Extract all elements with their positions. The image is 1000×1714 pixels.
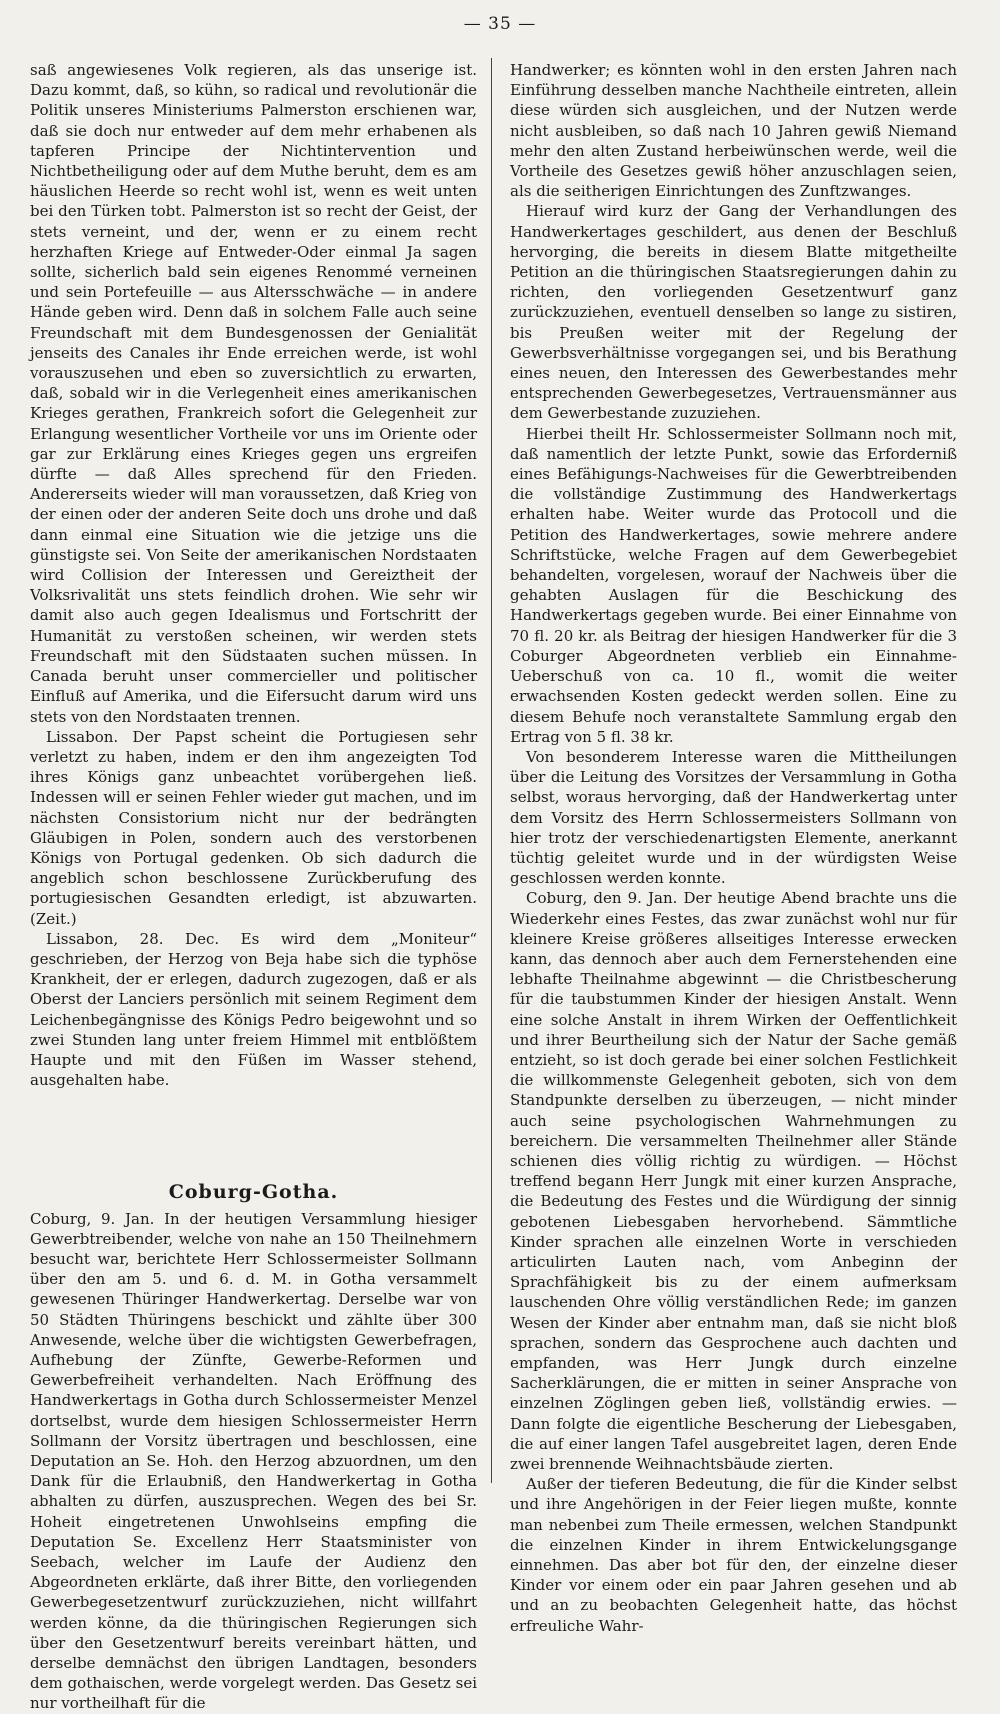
article-paragraph: Außer der tieferen Bedeutung, die für die Kinder selbst und ihre Angehörigen in der Feier liegen mußte, konnte man nebenbei zum Theile ermessen, welchen Standpunkt die einzelnen Kinder in ihrem Entwickelungsgange einnehmen. Das aber bot für den, der einzelne dieser Kinder vor einem oder ein paar Jahren gesehen und ab und an zu beobachten Gelegenheit hatte, das höchst erfreuliche Wahr-: [510, 1475, 957, 1635]
page-number: — 35 —: [463, 14, 537, 34]
column-divider: [491, 58, 492, 1483]
article-paragraph: saß angewiesenes Volk regieren, als das unserige ist. Dazu kommt, daß, so kühn, so radical und revolutionär die Politik unseres Ministeriums Palmerston erschienen war, daß sie doch nur entweder auf dem mehr erhabenen als tapferen Principe der Nichtintervention und Nichtbetheiligung oder auf dem Muthe beruht, dem es am häuslichen Heerde so recht wohl ist, wenn es weit unten bei den Türken tobt. Palmerston ist so recht der Geist, der stets verneint, und der, wenn er zu einem recht herzhaften Kriege auf Entweder-Oder einmal Ja sagen sollte, sicherlich bald sein eigenes Renommé verneinen und sein Portefeuille — aus Altersschwäche — in andere Hände geben wird. Denn daß in solchem Falle auch seine Freundschaft mit dem Bundesgenossen der Genialität jenseits des Canales ihr Ende erreichen werde, ist wohl vorauszusehen und eben so zuversichtlich zu erwarten, daß, sobald wir in die Verlegenheit eines amerikanischen Krieges gerathen, Frankreich sofort die Gelegenheit zur Erlangung wesentlicher Vortheile vor uns im Oriente oder gar zur Erklärung eines Krieges gegen uns ergreifen dürfte — daß Alles sprechend für den Frieden. Andererseits wieder will man voraussetzen, daß Krieg von der einen oder der anderen Seite doch uns drohe und daß dann einmal eine Situation wie die jetzige uns die günstigste sei. Von Seite der amerikanischen Nordstaaten wird Collision der Interessen und Gereiztheit der Volksrivalität uns stets feindlich drohen. Wie sehr wir damit also auch gegen Idealismus und Fortschritt der Humanität zu verstoßen scheinen, wir werden stets Freundschaft mit den Südstaaten suchen müssen. In Canada beruht unser commercieller und politischer Einfluß auf Amerika, und die Eifersucht darum wird uns stets von den Nordstaaten trennen.: [30, 61, 477, 726]
right-column: [510, 60, 957, 1635]
left-column: [30, 60, 477, 1713]
article-paragraph: Coburg, den 9. Jan. Der heutige Abend brachte uns die Wiederkehr eines Festes, das zwar zunächst wohl nur für kleinere Kreise größeres allseitiges Interesse erwecken kann, das dennoch aber auch dem Fernerstehenden eine lebhafte Theilnahme abgewinnt — die Christbescherung für die taubstummen Kinder der hiesigen Anstalt. Wenn eine solche Anstalt in ihrem Wirken der Oeffentlichkeit und ihrer Beurtheilung sich der Natur der Sache gemäß entzieht, so ist doch gerade bei einer solchen Festlichkeit die willkommenste Gelegenheit geboten, sich von dem Standpunkte derselben zu überzeugen, — nicht minder auch seine psychologischen Wahrnehmungen zu bereichern. Die versammelten Theilnehmer aller Stände schienen dies völlig richtig zu würdigen. — Höchst treffend begann Herr Jungk mit einer kurzen Ansprache, die Bedeutung des Festes und die Würdigung der sinnig gebotenen Liebesgaben hervorhebend. Sämmtliche Kinder sprachen alle einzelnen Worte in verschieden articulirten Lauten nach, vom Anbeginn der Sprachfähigkeit bis zu der einem aufmerksam lauschenden Ohre völlig verständlichen Rede; im ganzen Wesen der Kinder aber entnahm man, daß sie nicht bloß sprachen, sondern das Gesprochene auch dachten und empfanden, was Herr Jungk durch einzelne Sacherklärungen, die er mitten in seiner Ansprache von einzelnen Zöglingen geben ließ, vollständig erwies. — Dann folgte die eigentliche Bescherung der Liebesgaben, die auf einer langen Tafel ausgebreitet lagen, deren Ende zwei brennende Weihnachtsbäude zierten.: [510, 889, 957, 1474]
article-paragraph: Handwerker; es könnten wohl in den ersten Jahren nach Einführung desselben manche Nachtheile eintreten, allein diese würden sich ausgleichen, und der Nutzen werde nicht ausbleiben, so daß nach 10 Jahren gewiß Niemand mehr den alten Zustand herbeiwünschen werde, weil die Vortheile des Gesetzes gewiß höher anzuschlagen seien, als die seitherigen Einrichtungen des Zunftzwanges.: [510, 61, 957, 201]
article-paragraph: Hierauf wird kurz der Gang der Verhandlungen des Handwerkertages geschildert, aus denen der Beschluß hervorging, die bereits in diesem Blatte mitgetheilte Petition an die thüringischen Staatsregierungen dahin zu richten, den vorliegenden Gesetzentwurf ganz zurückzuziehen, eventuell denselben so lange zu sistiren, bis Preußen weiter mit der Regelung der Gewerbsverhältnisse vorgegangen sei, und bis Berathung eines neuen, den Interessen des Gewerbestandes mehr entsprechenden Gewerbegesetzes, Vertrauensmänner aus dem Gewerbestande zuzuziehen.: [510, 202, 957, 423]
article-paragraph: Von besonderem Interesse waren die Mittheilungen über die Leitung des Vorsitzes der Versammlung in Gotha selbst, woraus hervorging, daß der Handwerkertag unter dem Vorsitz des Herrn Schlossermeisters Sollmann von hier trotz der verschiedenartigsten Elemente, anerkannt tüchtig geleitet wurde und in der würdigsten Weise geschlossen werden konnte.: [510, 747, 957, 888]
article-paragraph: Lissabon. Der Papst scheint die Portugiesen sehr verletzt zu haben, indem er den ihm angezeigten Tod ihres Königs ganz unbeachtet vorübergehen ließ. Indessen will er seinen Fehler wieder gut machen, und im nächsten Consistorium nicht nur der bedrängten Gläubigen in Polen, sondern auch des verstorbenen Königs von Portugal gedenken. Ob sich dadurch die angeblich schon beschlossene Zurückberufung des portugiesischen Gesandten erledigt, ist abzuwarten. (Zeit.): [30, 727, 477, 928]
article-paragraph: Lissabon, 28. Dec. Es wird dem „Moniteur“ geschrieben, der Herzog von Beja habe sich die typhöse Krankheit, der er erlegen, dadurch zugezogen, daß er als Oberst der Lanciers persönlich mit seinem Regiment dem Leichenbegängnisse des Königs Pedro beigewohnt und so zwei Stunden lang unter freiem Himmel mit entblößtem Haupte und mit den Füßen im Wasser stehend, ausgehalten habe.: [30, 929, 477, 1090]
article-paragraph: Coburg, 9. Jan. In der heutigen Versammlung hiesiger Gewerbtreibender, welche von nahe an 150 Theilnehmern besucht war, berichtete Herr Schlossermeister Sollmann über den am 5. und 6. d. M. in Gotha versammelt gewesenen Thüringer Handwerkertag. Derselbe war von 50 Städten Thüringens beschickt und zählte über 300 Anwesende, welche über die wichtigsten Gewerbefragen, Aufhebung der Zünfte, Gewerbe-Reformen und Gewerbefreiheit verhandelten. Nach Eröffnung des Handwerkertags in Gotha durch Schlossermeister Menzel dortselbst, wurde dem hiesigen Schlossermeister Herrn Sollmann der Vorsitz übertragen und beschlossen, eine Deputation an Se. Hoh. den Herzog abzuordnen, um den Dank für die Erlaubniß, den Handwerkertag in Gotha abhalten zu dürfen, auszusprechen. Wegen des bei Sr. Hoheit eingetretenen Unwohlseins empfing die Deputation Se. Excellenz Herr Staatsminister von Seebach, welcher im Laufe der Audienz den Abgeordneten erklärte, daß ihrer Bitte, den vorliegenden Gewerbegesetzentwurf zurückzuziehen, nicht willfahrt werden könne, da die thüringischen Regierungen sich über den Gesetzentwurf bereits vereinbart hätten, und derselbe demnächst den übrigen Landtagen, besonders dem gothaischen, werde vorgelegt werden. Das Gesetz sei nur vortheilhaft für die: [30, 1209, 477, 1713]
article-paragraph: Hierbei theilt Hr. Schlossermeister Sollmann noch mit, daß namentlich der letzte Punkt, sowie das Erforderniß eines Befähigungs-Nachweises für die Gewerbtreibenden die vollständige Zustimmung des Handwerkertags erhalten habe. Weiter wurde das Protocoll und die Petition des Handwerkertages, sowie mehrere andere Schriftstücke, welche Fragen auf dem Gewerbegebiet behandelten, vorgelesen, worauf der Nachweis über die gehabten Auslagen für die Beschickung des Handwerkertags gegeben wurde. Bei einer Einnahme von 70 fl. 20 kr. als Beitrag der hiesigen Handwerker für die 3 Coburger Abgeordneten verblieb ein Einnahme-Ueberschuß von ca. 10 fl., womit die weiter erwachsenden Kosten gedeckt werden sollen. Eine zu diesem Behufe noch veranstaltete Sammlung ergab den Ertrag von 5 fl. 38 kr.: [510, 424, 957, 746]
section-spacer: [30, 1090, 477, 1182]
section-heading: Coburg-Gotha.: [168, 1181, 339, 1204]
